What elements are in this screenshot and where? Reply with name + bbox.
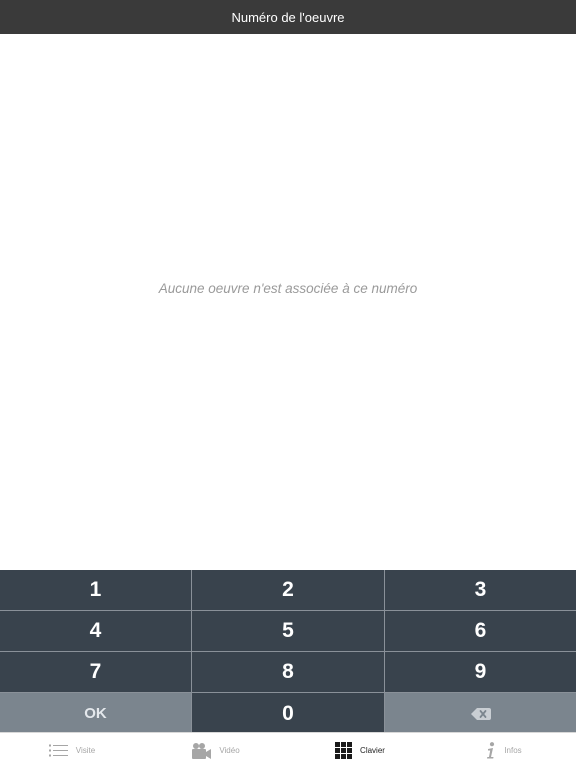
key-5[interactable]: 5 <box>192 611 384 651</box>
page-title: Numéro de l'oeuvre <box>231 9 345 25</box>
navigation-bar <box>0 0 576 34</box>
key-3[interactable]: 3 <box>385 570 576 610</box>
info-icon <box>486 742 496 760</box>
tab-video[interactable] <box>144 733 288 768</box>
key-0[interactable]: 0 <box>192 693 384 734</box>
video-camera-icon <box>192 743 211 759</box>
tab-infos-label: Infos <box>504 746 522 755</box>
key-6[interactable]: 6 <box>385 611 576 651</box>
tab-clavier[interactable] <box>288 733 432 768</box>
ok-button[interactable]: OK <box>0 693 191 734</box>
key-1[interactable]: 1 <box>0 570 191 610</box>
delete-button[interactable] <box>385 693 576 734</box>
keypad-grid-icon <box>335 742 352 759</box>
list-icon <box>49 744 68 757</box>
key-2[interactable]: 2 <box>192 570 384 610</box>
key-8[interactable]: 8 <box>192 652 384 692</box>
numeric-keypad <box>0 570 576 732</box>
key-4[interactable]: 4 <box>0 611 191 651</box>
tab-visite[interactable] <box>0 733 144 768</box>
content-area <box>0 34 576 570</box>
tab-video-label: Vidéo <box>219 746 240 755</box>
tab-bar <box>0 732 576 768</box>
backspace-icon <box>471 702 491 726</box>
key-9[interactable]: 9 <box>385 652 576 692</box>
tab-visite-label: Visite <box>75 746 96 755</box>
key-7[interactable]: 7 <box>0 652 191 692</box>
tab-clavier-label: Clavier <box>360 746 385 755</box>
tab-infos[interactable] <box>432 733 576 768</box>
empty-state-message: Aucune oeuvre n'est associée à ce numéro <box>158 281 418 296</box>
